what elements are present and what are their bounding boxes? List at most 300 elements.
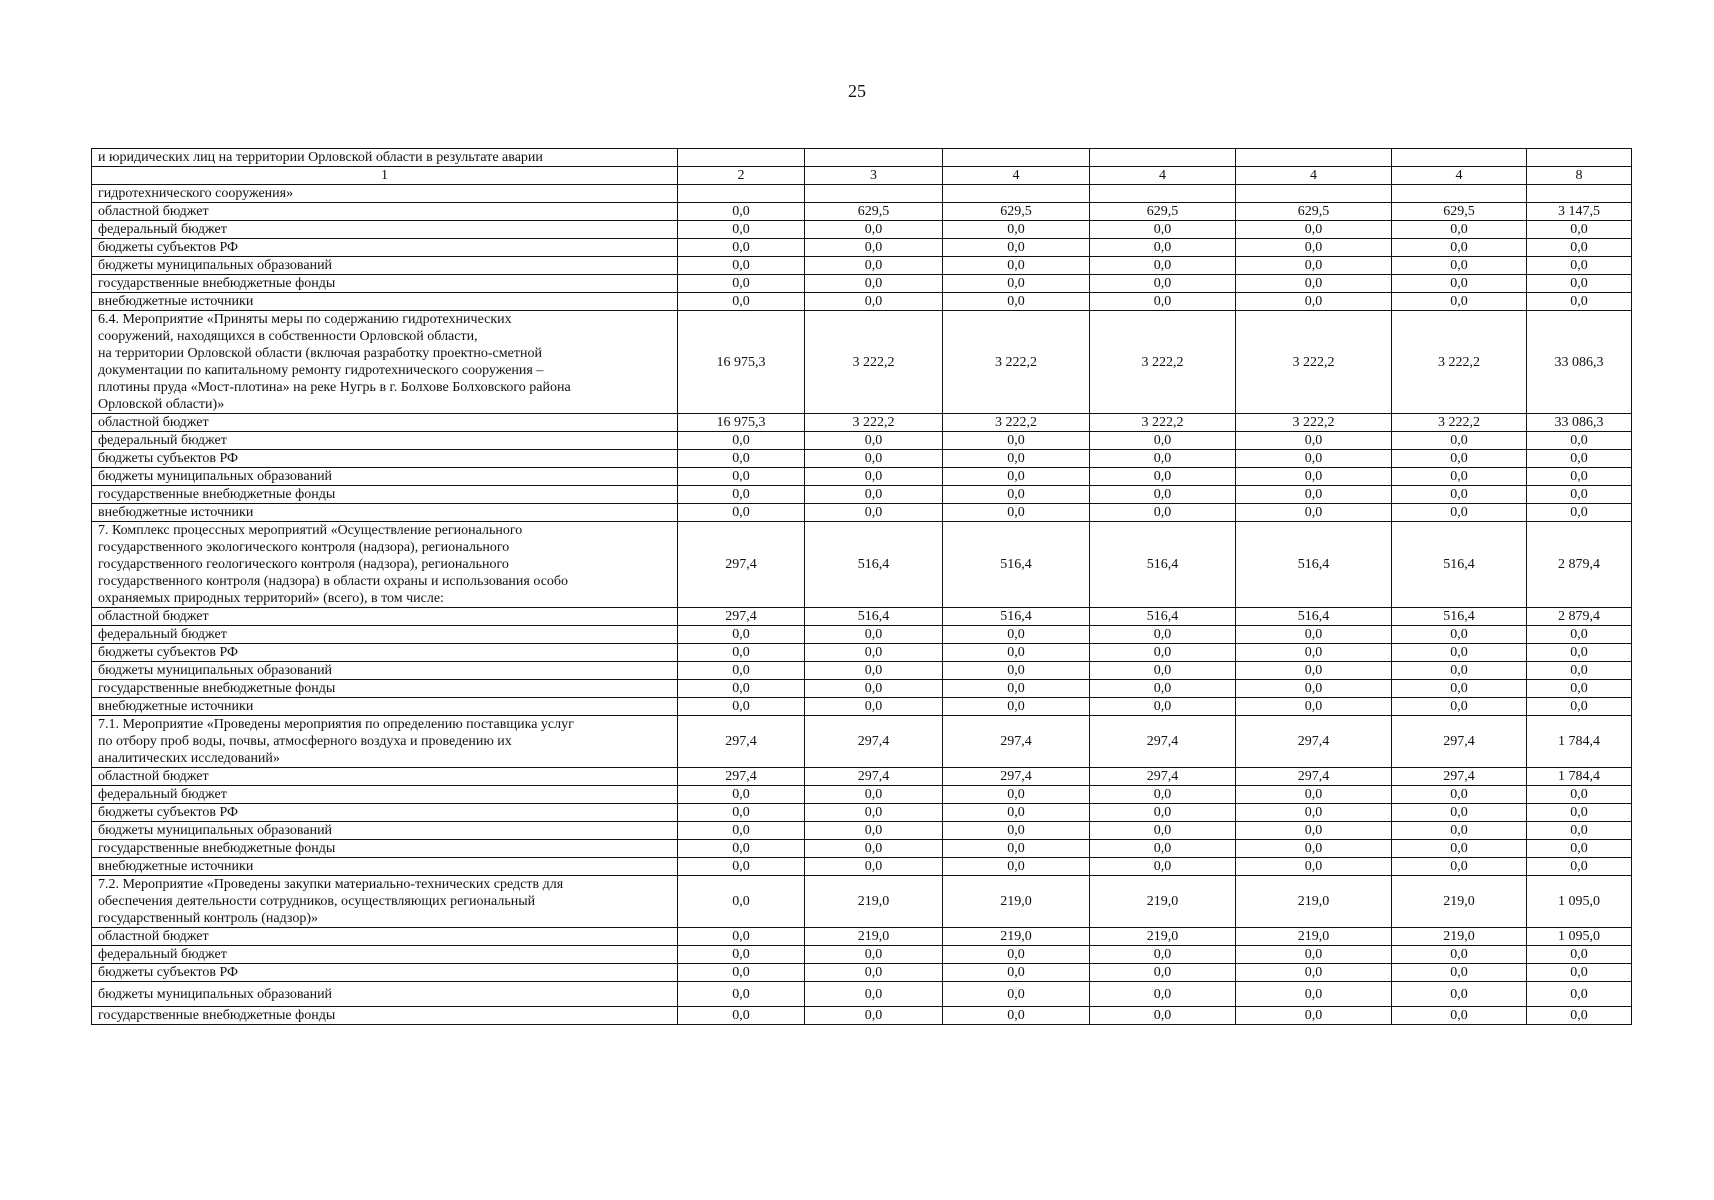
column-number-cell: 4 xyxy=(1236,167,1392,185)
value-cell: 0,0 xyxy=(1392,432,1527,450)
value-cell: 3 222,2 xyxy=(1236,414,1392,432)
activity-title-line: Орловской области)» xyxy=(98,397,225,412)
value-cell: 516,4 xyxy=(805,608,943,626)
value-cell: 0,0 xyxy=(805,786,943,804)
value-cell: 2 879,4 xyxy=(1527,608,1632,626)
value-cell: 0,0 xyxy=(1527,982,1632,1007)
value-cell: 516,4 xyxy=(805,522,943,608)
activity-title xyxy=(92,876,678,928)
value-cell: 0,0 xyxy=(943,504,1090,522)
value-cell: 0,0 xyxy=(678,504,805,522)
activity-title xyxy=(92,716,678,768)
value-cell: 0,0 xyxy=(1236,1007,1392,1025)
value-cell: 0,0 xyxy=(805,626,943,644)
funding-source-row xyxy=(92,840,1632,858)
funding-source-row xyxy=(92,768,1632,786)
funding-source-row xyxy=(92,822,1632,840)
value-cell: 0,0 xyxy=(805,964,943,982)
value-cell: 219,0 xyxy=(1236,928,1392,946)
activity-title-line: сооружений, находящихся в собственности Орловской области, xyxy=(98,329,478,344)
value-cell: 0,0 xyxy=(678,662,805,680)
funding-source-row xyxy=(92,275,1632,293)
column-number-cell: 2 xyxy=(678,167,805,185)
row-label: областной бюджет xyxy=(92,768,678,786)
value-cell: 516,4 xyxy=(1236,522,1392,608)
row-label: федеральный бюджет xyxy=(92,432,678,450)
value-cell xyxy=(943,185,1090,203)
value-cell: 0,0 xyxy=(678,982,805,1007)
value-cell: 629,5 xyxy=(943,203,1090,221)
value-cell: 0,0 xyxy=(1392,626,1527,644)
value-cell: 0,0 xyxy=(1527,504,1632,522)
value-cell: 0,0 xyxy=(943,680,1090,698)
value-cell: 219,0 xyxy=(943,876,1090,928)
activity-title xyxy=(92,311,678,414)
row-label: бюджеты муниципальных образований xyxy=(92,468,678,486)
value-cell: 0,0 xyxy=(1527,432,1632,450)
value-cell: 0,0 xyxy=(1236,698,1392,716)
value-cell: 297,4 xyxy=(1392,716,1527,768)
funding-source-row xyxy=(92,432,1632,450)
activity-title-line: 7.1. Мероприятие «Проведены мероприятия по определению поставщика услуг xyxy=(98,717,574,732)
value-cell: 0,0 xyxy=(678,928,805,946)
value-cell: 0,0 xyxy=(1527,786,1632,804)
funding-source-row xyxy=(92,293,1632,311)
funding-source-row xyxy=(92,858,1632,876)
column-number-cell: 4 xyxy=(943,167,1090,185)
value-cell: 0,0 xyxy=(1090,1007,1236,1025)
budget-table-body xyxy=(92,149,1632,1025)
value-cell: 0,0 xyxy=(1392,468,1527,486)
value-cell: 297,4 xyxy=(805,716,943,768)
row-label: государственные внебюджетные фонды xyxy=(92,680,678,698)
value-cell: 0,0 xyxy=(1392,1007,1527,1025)
value-cell: 0,0 xyxy=(1392,786,1527,804)
value-cell: 0,0 xyxy=(678,946,805,964)
value-cell: 0,0 xyxy=(805,257,943,275)
value-cell: 0,0 xyxy=(1527,680,1632,698)
value-cell: 3 222,2 xyxy=(1090,414,1236,432)
value-cell: 3 222,2 xyxy=(1236,311,1392,414)
value-cell: 0,0 xyxy=(678,644,805,662)
value-cell: 3 222,2 xyxy=(1090,311,1236,414)
value-cell: 0,0 xyxy=(805,275,943,293)
value-cell: 0,0 xyxy=(943,239,1090,257)
value-cell xyxy=(678,149,805,167)
value-cell: 0,0 xyxy=(1090,982,1236,1007)
value-cell: 0,0 xyxy=(1236,626,1392,644)
value-cell: 0,0 xyxy=(1236,840,1392,858)
value-cell: 0,0 xyxy=(1236,804,1392,822)
value-cell: 0,0 xyxy=(805,1007,943,1025)
continuation-row xyxy=(92,185,1632,203)
column-number-cell: 4 xyxy=(1392,167,1527,185)
value-cell: 0,0 xyxy=(1090,964,1236,982)
value-cell: 219,0 xyxy=(1392,876,1527,928)
continuation-row xyxy=(92,149,1632,167)
value-cell: 0,0 xyxy=(805,822,943,840)
value-cell: 0,0 xyxy=(1527,946,1632,964)
activity-title-line: на территории Орловской области (включая разработку проектно-сметной xyxy=(98,346,542,361)
value-cell: 0,0 xyxy=(1236,450,1392,468)
value-cell: 0,0 xyxy=(1392,804,1527,822)
value-cell: 0,0 xyxy=(678,203,805,221)
value-cell: 0,0 xyxy=(943,698,1090,716)
value-cell: 297,4 xyxy=(1090,716,1236,768)
value-cell: 0,0 xyxy=(1236,257,1392,275)
value-cell: 0,0 xyxy=(1527,964,1632,982)
activity-title-line: государственного экологического контроля (надзора), регионального xyxy=(98,540,510,555)
value-cell: 0,0 xyxy=(678,964,805,982)
value-cell: 0,0 xyxy=(1090,221,1236,239)
value-cell: 297,4 xyxy=(678,522,805,608)
value-cell: 0,0 xyxy=(1236,822,1392,840)
value-cell: 0,0 xyxy=(678,840,805,858)
activity-title-line: по отбору проб воды, почвы, атмосферного воздуха и проведению их xyxy=(98,734,512,749)
value-cell: 0,0 xyxy=(1090,239,1236,257)
value-cell: 0,0 xyxy=(1090,804,1236,822)
row-label: внебюджетные источники xyxy=(92,504,678,522)
value-cell: 16 975,3 xyxy=(678,414,805,432)
value-cell: 0,0 xyxy=(678,680,805,698)
value-cell: 0,0 xyxy=(1392,644,1527,662)
row-label: государственные внебюджетные фонды xyxy=(92,840,678,858)
value-cell: 297,4 xyxy=(678,716,805,768)
value-cell: 0,0 xyxy=(805,946,943,964)
value-cell: 0,0 xyxy=(943,257,1090,275)
row-label: бюджеты субъектов РФ xyxy=(92,239,678,257)
value-cell: 0,0 xyxy=(1090,644,1236,662)
funding-source-row xyxy=(92,239,1632,257)
value-cell: 219,0 xyxy=(805,876,943,928)
row-label: федеральный бюджет xyxy=(92,786,678,804)
value-cell: 297,4 xyxy=(943,768,1090,786)
value-cell: 0,0 xyxy=(805,432,943,450)
row-label: бюджеты муниципальных образований xyxy=(92,662,678,680)
value-cell: 0,0 xyxy=(678,786,805,804)
value-cell: 0,0 xyxy=(1527,644,1632,662)
activity-title-line: государственный контроль (надзор)» xyxy=(98,911,319,926)
value-cell: 0,0 xyxy=(678,221,805,239)
funding-source-row xyxy=(92,928,1632,946)
funding-source-row xyxy=(92,804,1632,822)
row-label: внебюджетные источники xyxy=(92,293,678,311)
value-cell: 0,0 xyxy=(1236,293,1392,311)
value-cell xyxy=(943,149,1090,167)
value-cell: 0,0 xyxy=(1392,486,1527,504)
value-cell: 0,0 xyxy=(1090,257,1236,275)
value-cell: 219,0 xyxy=(1236,876,1392,928)
value-cell: 0,0 xyxy=(1090,486,1236,504)
row-label: бюджеты субъектов РФ xyxy=(92,450,678,468)
value-cell: 3 222,2 xyxy=(805,414,943,432)
value-cell: 0,0 xyxy=(1392,698,1527,716)
value-cell: 629,5 xyxy=(1090,203,1236,221)
value-cell: 0,0 xyxy=(1090,698,1236,716)
value-cell: 3 222,2 xyxy=(943,414,1090,432)
value-cell: 0,0 xyxy=(943,946,1090,964)
value-cell xyxy=(805,185,943,203)
value-cell: 0,0 xyxy=(805,662,943,680)
value-cell: 0,0 xyxy=(805,293,943,311)
row-label: областной бюджет xyxy=(92,203,678,221)
value-cell: 0,0 xyxy=(1392,504,1527,522)
funding-source-row xyxy=(92,786,1632,804)
value-cell: 33 086,3 xyxy=(1527,414,1632,432)
row-label: внебюджетные источники xyxy=(92,858,678,876)
value-cell: 0,0 xyxy=(1236,239,1392,257)
activity-row xyxy=(92,716,1632,768)
value-cell xyxy=(1236,185,1392,203)
value-cell: 0,0 xyxy=(1236,275,1392,293)
value-cell: 0,0 xyxy=(1392,239,1527,257)
value-cell: 297,4 xyxy=(1236,768,1392,786)
value-cell: 629,5 xyxy=(1236,203,1392,221)
funding-source-row xyxy=(92,257,1632,275)
value-cell: 1 095,0 xyxy=(1527,928,1632,946)
value-cell: 0,0 xyxy=(805,982,943,1007)
funding-source-row xyxy=(92,698,1632,716)
value-cell: 219,0 xyxy=(943,928,1090,946)
value-cell: 0,0 xyxy=(1392,257,1527,275)
value-cell: 0,0 xyxy=(805,486,943,504)
value-cell: 516,4 xyxy=(1090,522,1236,608)
activity-title xyxy=(92,522,678,608)
value-cell: 0,0 xyxy=(1392,450,1527,468)
value-cell: 629,5 xyxy=(805,203,943,221)
column-number-cell: 8 xyxy=(1527,167,1632,185)
value-cell: 0,0 xyxy=(678,432,805,450)
row-label: областной бюджет xyxy=(92,608,678,626)
value-cell: 0,0 xyxy=(943,964,1090,982)
value-cell: 0,0 xyxy=(1090,786,1236,804)
value-cell: 0,0 xyxy=(678,450,805,468)
value-cell: 1 784,4 xyxy=(1527,716,1632,768)
funding-source-row xyxy=(92,662,1632,680)
value-cell: 0,0 xyxy=(943,644,1090,662)
value-cell: 0,0 xyxy=(805,840,943,858)
column-number-cell: 1 xyxy=(92,167,678,185)
value-cell: 0,0 xyxy=(678,626,805,644)
value-cell xyxy=(1527,149,1632,167)
value-cell: 0,0 xyxy=(1090,662,1236,680)
value-cell xyxy=(678,185,805,203)
value-cell: 516,4 xyxy=(943,522,1090,608)
value-cell xyxy=(1236,149,1392,167)
value-cell: 0,0 xyxy=(1236,946,1392,964)
funding-source-row xyxy=(92,680,1632,698)
value-cell: 0,0 xyxy=(1527,257,1632,275)
value-cell: 3 222,2 xyxy=(805,311,943,414)
value-cell: 516,4 xyxy=(1236,608,1392,626)
value-cell: 0,0 xyxy=(1090,468,1236,486)
value-cell: 297,4 xyxy=(943,716,1090,768)
value-cell: 0,0 xyxy=(678,257,805,275)
row-label: областной бюджет xyxy=(92,928,678,946)
activity-row xyxy=(92,876,1632,928)
value-cell: 3 147,5 xyxy=(1527,203,1632,221)
activity-title-line: 7.2. Мероприятие «Проведены закупки материально-технических средств для xyxy=(98,877,564,892)
value-cell: 0,0 xyxy=(678,239,805,257)
value-cell: 0,0 xyxy=(1527,840,1632,858)
value-cell: 0,0 xyxy=(943,858,1090,876)
value-cell: 0,0 xyxy=(1090,680,1236,698)
value-cell: 297,4 xyxy=(1090,768,1236,786)
value-cell: 0,0 xyxy=(678,275,805,293)
value-cell: 0,0 xyxy=(1392,221,1527,239)
row-label: внебюджетные источники xyxy=(92,698,678,716)
value-cell: 0,0 xyxy=(805,858,943,876)
value-cell: 0,0 xyxy=(943,840,1090,858)
value-cell: 0,0 xyxy=(1392,946,1527,964)
value-cell: 516,4 xyxy=(943,608,1090,626)
row-label: гидротехнического сооружения» xyxy=(92,185,678,203)
value-cell: 0,0 xyxy=(943,293,1090,311)
value-cell: 0,0 xyxy=(943,822,1090,840)
value-cell: 0,0 xyxy=(1527,275,1632,293)
value-cell: 0,0 xyxy=(943,450,1090,468)
activity-title-line: охраняемых природных территорий» (всего), в том числе: xyxy=(98,591,444,606)
funding-source-row xyxy=(92,626,1632,644)
value-cell: 0,0 xyxy=(1236,858,1392,876)
value-cell: 0,0 xyxy=(943,626,1090,644)
value-cell: 0,0 xyxy=(943,662,1090,680)
value-cell: 33 086,3 xyxy=(1527,311,1632,414)
value-cell: 0,0 xyxy=(943,275,1090,293)
row-label: федеральный бюджет xyxy=(92,626,678,644)
value-cell: 0,0 xyxy=(1236,786,1392,804)
value-cell: 0,0 xyxy=(1527,221,1632,239)
funding-source-row xyxy=(92,608,1632,626)
value-cell: 0,0 xyxy=(1090,946,1236,964)
value-cell: 0,0 xyxy=(1090,858,1236,876)
column-number-cell: 3 xyxy=(805,167,943,185)
value-cell: 0,0 xyxy=(1527,698,1632,716)
value-cell: 219,0 xyxy=(1392,928,1527,946)
value-cell: 0,0 xyxy=(1527,486,1632,504)
value-cell: 0,0 xyxy=(805,468,943,486)
value-cell: 0,0 xyxy=(1090,450,1236,468)
value-cell: 0,0 xyxy=(943,786,1090,804)
column-number-row xyxy=(92,167,1632,185)
activity-title-line: плотины пруда «Мост-плотина» на реке Нугрь в г. Болхове Болховского района xyxy=(98,380,571,395)
value-cell: 0,0 xyxy=(943,468,1090,486)
value-cell: 0,0 xyxy=(1236,221,1392,239)
value-cell: 0,0 xyxy=(1236,486,1392,504)
value-cell: 0,0 xyxy=(1236,680,1392,698)
row-label: бюджеты субъектов РФ xyxy=(92,964,678,982)
value-cell: 0,0 xyxy=(943,1007,1090,1025)
value-cell: 629,5 xyxy=(1392,203,1527,221)
value-cell: 0,0 xyxy=(1236,468,1392,486)
row-label: бюджеты муниципальных образований xyxy=(92,982,678,1007)
value-cell: 3 222,2 xyxy=(1392,414,1527,432)
value-cell: 0,0 xyxy=(1392,293,1527,311)
value-cell: 0,0 xyxy=(1527,662,1632,680)
value-cell: 0,0 xyxy=(1090,626,1236,644)
value-cell: 0,0 xyxy=(1392,275,1527,293)
value-cell: 0,0 xyxy=(805,804,943,822)
activity-title-line: государственного геологического контроля (надзора), регионального xyxy=(98,557,509,572)
value-cell xyxy=(1392,149,1527,167)
value-cell: 0,0 xyxy=(1527,804,1632,822)
value-cell: 0,0 xyxy=(1236,662,1392,680)
value-cell: 297,4 xyxy=(678,608,805,626)
row-label: бюджеты субъектов РФ xyxy=(92,804,678,822)
value-cell xyxy=(1090,149,1236,167)
value-cell: 297,4 xyxy=(1236,716,1392,768)
value-cell: 0,0 xyxy=(943,486,1090,504)
value-cell: 1 095,0 xyxy=(1527,876,1632,928)
activity-row xyxy=(92,522,1632,608)
value-cell xyxy=(1392,185,1527,203)
value-cell: 0,0 xyxy=(1392,964,1527,982)
value-cell: 0,0 xyxy=(805,680,943,698)
value-cell: 0,0 xyxy=(805,504,943,522)
column-number-cell: 4 xyxy=(1090,167,1236,185)
row-label: государственные внебюджетные фонды xyxy=(92,1007,678,1025)
value-cell: 0,0 xyxy=(1236,432,1392,450)
value-cell: 0,0 xyxy=(678,822,805,840)
value-cell: 16 975,3 xyxy=(678,311,805,414)
value-cell: 0,0 xyxy=(1392,822,1527,840)
budget-table xyxy=(91,148,1632,1025)
row-label: федеральный бюджет xyxy=(92,221,678,239)
value-cell: 0,0 xyxy=(1090,504,1236,522)
value-cell: 0,0 xyxy=(678,858,805,876)
funding-source-row xyxy=(92,946,1632,964)
value-cell: 0,0 xyxy=(805,698,943,716)
funding-source-row xyxy=(92,644,1632,662)
funding-source-row xyxy=(92,486,1632,504)
value-cell: 0,0 xyxy=(1527,858,1632,876)
value-cell: 0,0 xyxy=(1236,504,1392,522)
value-cell: 0,0 xyxy=(943,804,1090,822)
funding-source-row xyxy=(92,203,1632,221)
value-cell: 0,0 xyxy=(1527,1007,1632,1025)
value-cell: 0,0 xyxy=(678,468,805,486)
row-label: государственные внебюджетные фонды xyxy=(92,486,678,504)
value-cell: 0,0 xyxy=(1090,293,1236,311)
activity-title-line: 6.4. Мероприятие «Приняты меры по содержанию гидротехнических xyxy=(98,312,512,327)
funding-source-row xyxy=(92,982,1632,1007)
activity-title-line: 7. Комплекс процессных мероприятий «Осуществление регионального xyxy=(98,523,523,538)
value-cell: 0,0 xyxy=(678,698,805,716)
value-cell: 219,0 xyxy=(1090,876,1236,928)
value-cell: 0,0 xyxy=(1090,840,1236,858)
row-label: федеральный бюджет xyxy=(92,946,678,964)
funding-source-row xyxy=(92,1007,1632,1025)
activity-row xyxy=(92,311,1632,414)
value-cell: 0,0 xyxy=(1090,432,1236,450)
row-label: государственные внебюджетные фонды xyxy=(92,275,678,293)
value-cell: 0,0 xyxy=(678,486,805,504)
row-label: и юридических лиц на территории Орловской области в результате аварии xyxy=(92,149,678,167)
value-cell: 0,0 xyxy=(678,293,805,311)
funding-source-row xyxy=(92,414,1632,432)
value-cell: 1 784,4 xyxy=(1527,768,1632,786)
value-cell: 0,0 xyxy=(1236,964,1392,982)
value-cell: 0,0 xyxy=(943,432,1090,450)
value-cell: 516,4 xyxy=(1392,608,1527,626)
value-cell: 0,0 xyxy=(805,450,943,468)
value-cell: 0,0 xyxy=(1392,982,1527,1007)
value-cell: 3 222,2 xyxy=(943,311,1090,414)
value-cell: 0,0 xyxy=(1392,662,1527,680)
value-cell: 0,0 xyxy=(1236,644,1392,662)
activity-title-line: обеспечения деятельности сотрудников, осуществляющих региональный xyxy=(98,894,536,909)
value-cell: 297,4 xyxy=(1392,768,1527,786)
